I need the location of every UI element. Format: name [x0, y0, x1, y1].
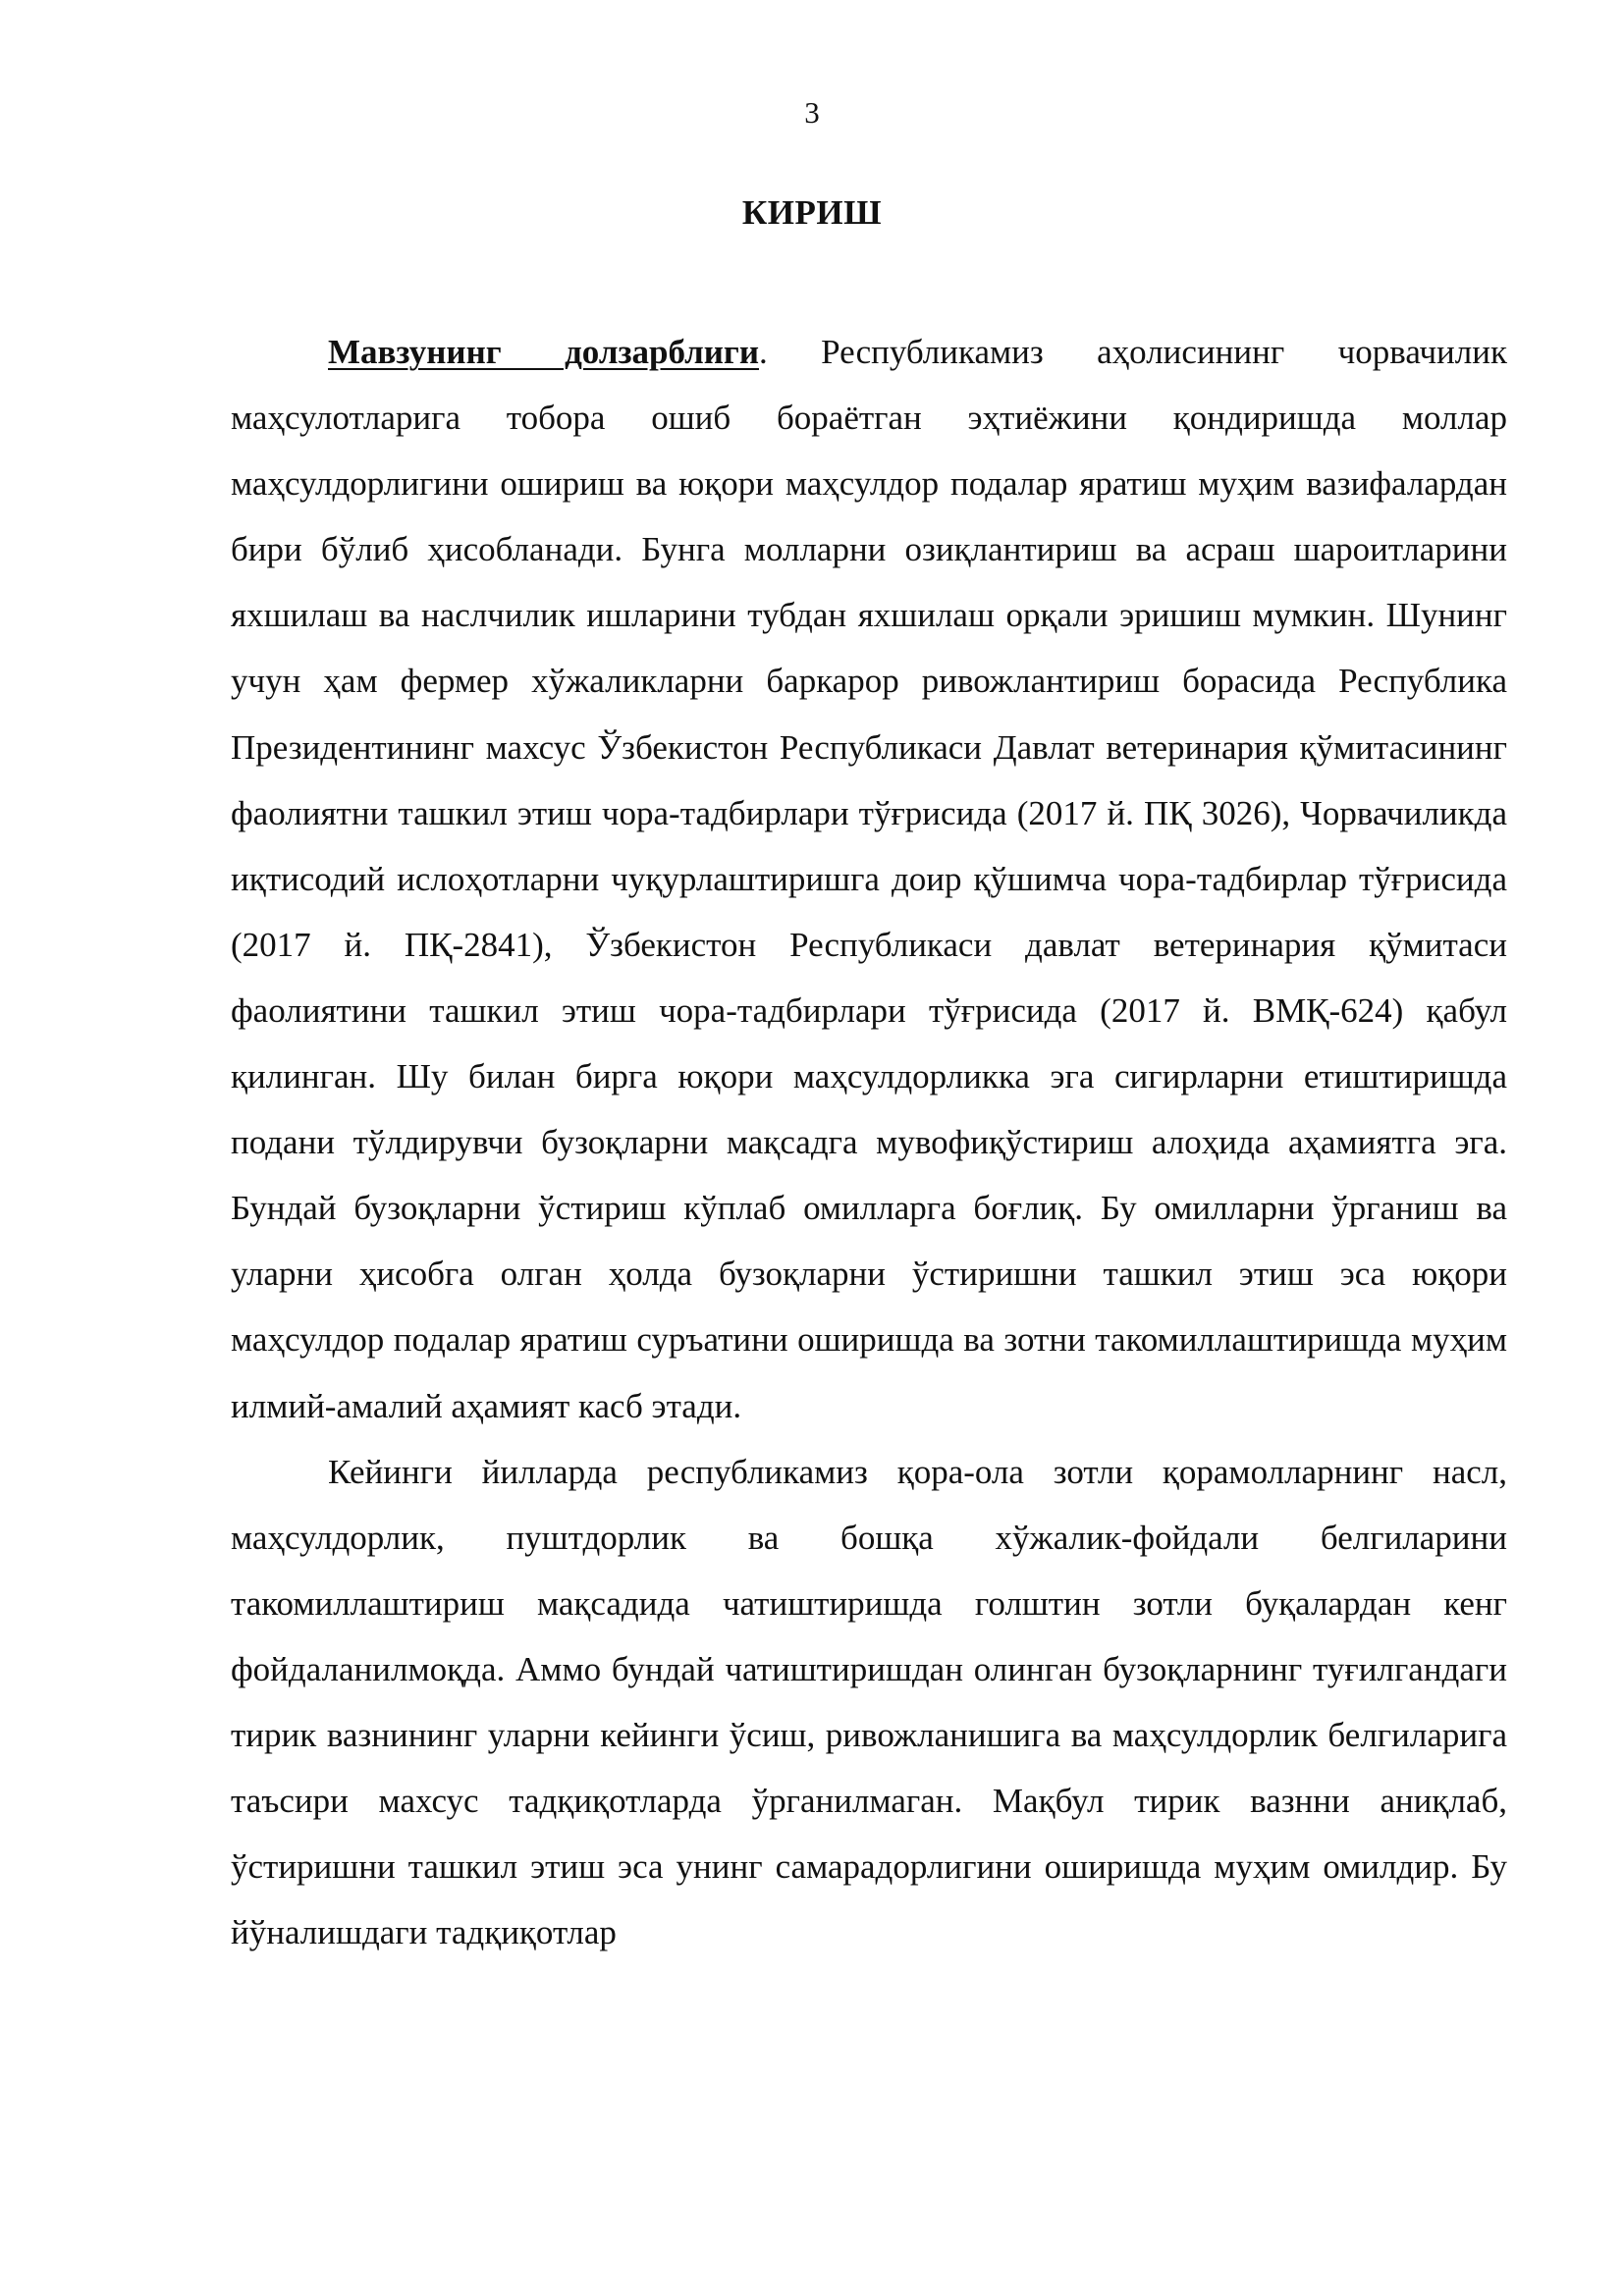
- paragraph-lead-heading: Мавзунинг долзарблиги: [328, 333, 759, 371]
- section-title: КИРИШ: [741, 193, 883, 232]
- document-body: [231, 319, 1507, 1965]
- paragraph-relevance: [231, 319, 1507, 1439]
- page-number: 3: [804, 95, 820, 130]
- paragraph-text: Кейинги йилларда республикамиз қора-ола зотли қорамолларнинг насл, маҳсулдорлик, пуштдорлик ва бошқа хўжалик-фойдали белгиларини такомиллаштириш мақсадида чатиштиришда голштин зотли буқалардан кенг фойдаланилмоқда. Аммо бундай чатиштиришдан олинган бузоқларнинг туғилгандаги тирик вазнининг уларни кейинги ўсиш, ривожланишига ва маҳсулдорлик белгиларига таъсири махсус тадқиқотларда ўрганилмаган. Мақбул тирик вазнни аниқлаб, ўстиришни ташкил этиш эса унинг самарадорлигини оширишда муҳим омилдир. Бу йўналишдаги тадқиқотлар: [231, 1452, 1507, 1952]
- paragraph-text: . Республикамиз аҳолисининг чорвачилик маҳсулотларига тобора ошиб бораётган эҳтиёжини қондиришда моллар маҳсулдорлигини ошириш ва юқори маҳсулдор подалар яратиш муҳим вазифалардан бири бўлиб ҳисобланади. Бунга молларни озиқлантириш ва асраш шароитларини яхшилаш ва наслчилик ишларини тубдан яхшилаш орқали эришиш мумкин. Шунинг учун ҳам фермер хўжаликларни баркарор ривожлантириш борасида Республика Президентининг махсус Ўзбекистон Республикаси Давлат ветеринария қўмитасининг фаолиятни ташкил этиш чора-тадбирлари тўғрисида (2017 й. ПҚ 3026), Чорвачиликда иқтисодий ислоҳотларни чуқурлаштиришга доир қўшимча чора-тадбирлар тўғрисида (2017 й. ПҚ-2841), Ўзбекистон Республикаси давлат ветеринария қўмитаси фаолиятини ташкил этиш чора-тадбирлари тўғрисида (2017 й. ВМҚ-624) қабул қилинган. Шу билан бирга юқори маҳсулдорликка эга сигирларни етиштиришда подани тўлдирувчи бузоқларни мақсадга мувофиқўстириш алоҳида аҳамиятга эга. Бундай бузоқларни ўстириш кўплаб омилларга боғлиқ. Бу омилларни ўрганиш ва уларни ҳисобга олган ҳолда бузоқларни ўстиришни ташкил этиш эса юқори маҳсулдор подалар яратиш суръатини оширишда ва зотни такомиллаштиришда муҳим илмий-амалий аҳамият касб этади.: [231, 333, 1507, 1425]
- paragraph-research: [231, 1439, 1507, 1966]
